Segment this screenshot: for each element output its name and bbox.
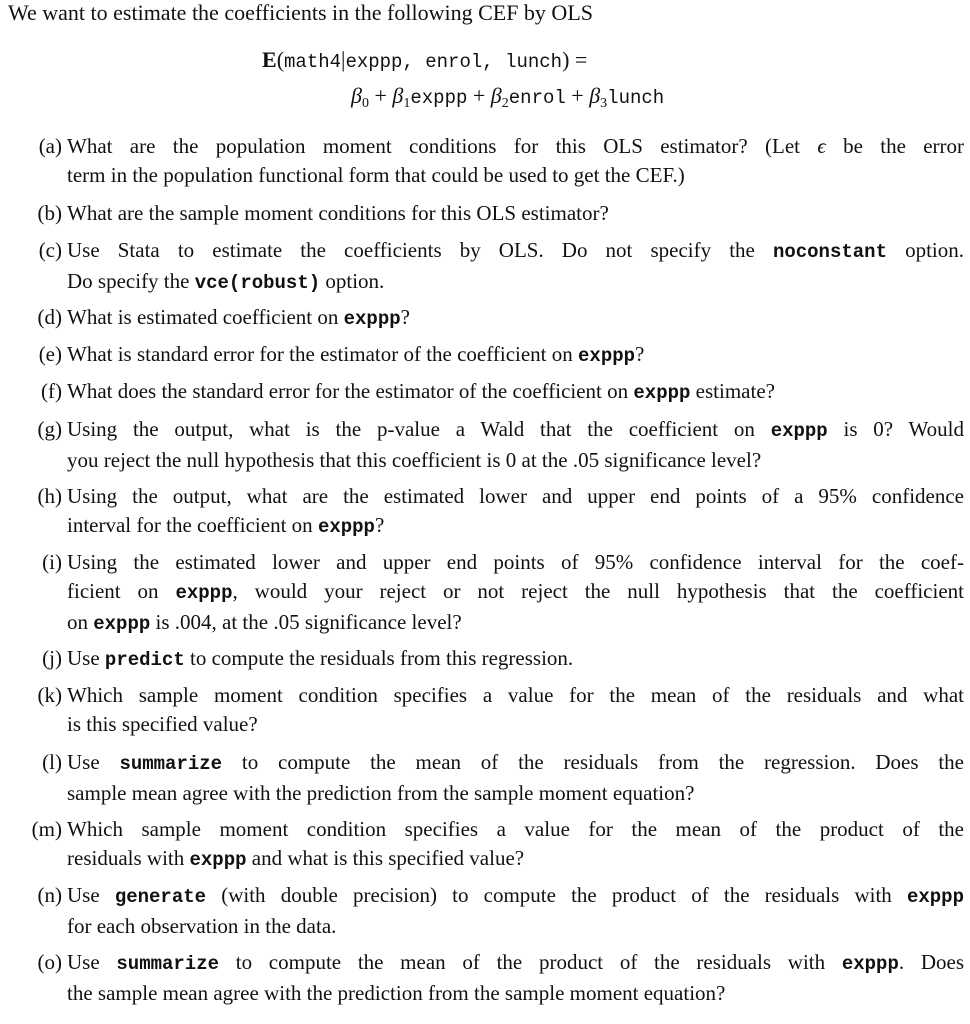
beta-2-subscript: 2 bbox=[501, 96, 509, 111]
question-text: Which sample moment condition specifies a value for the mean of the residuals and what is this specified value? bbox=[67, 683, 964, 736]
code-exppp: exppp bbox=[633, 382, 691, 404]
beta-0: β bbox=[351, 83, 362, 108]
question-label: (b) bbox=[37, 201, 62, 225]
code-exppp: exppp bbox=[841, 953, 899, 975]
code-exppp: exppp bbox=[906, 886, 964, 908]
question-text: Using the output, what is the p-value a Wald that the coefficient on exppp is 0? Would you reject the null hypothesis that this coefficient is 0 at the .05 significance level? bbox=[67, 417, 964, 472]
cef-equation-rhs bbox=[351, 83, 664, 111]
beta-0-subscript: 0 bbox=[361, 96, 369, 111]
question-text: Using the output, what are the estimated lower and upper end points of a 95% confidence interval for the coefficient on exppp? bbox=[67, 484, 964, 538]
code-predict: predict bbox=[104, 649, 185, 671]
conditioning-variables: exppp, enrol, lunch bbox=[345, 51, 563, 73]
question-text: Use Stata to estimate the coefficients by OLS. Do not specify the noconstant option. Do specify the vce(robust) option. bbox=[67, 238, 964, 294]
variable-lunch: lunch bbox=[607, 87, 665, 109]
plus-sign: + bbox=[565, 83, 590, 108]
variable-enrol: enrol bbox=[508, 87, 566, 109]
code-generate: generate bbox=[114, 886, 207, 908]
question-label: (o) bbox=[37, 950, 62, 974]
question-text: What are the population moment conditions for this OLS estimator? (Let ϵ be the error term in the population functional form that could be used to get the CEF.) bbox=[67, 134, 964, 187]
plus-sign: + bbox=[467, 83, 491, 108]
question-label: (g) bbox=[37, 417, 62, 441]
plus-sign: + bbox=[368, 83, 393, 108]
code-summarize: summarize bbox=[119, 753, 223, 775]
intro-text: We want to estimate the coefficients in the following CEF by OLS bbox=[8, 0, 593, 25]
question-text: Use summarize to compute the mean of the residuals from the regression. Does the sample mean agree with the prediction from the sample moment equation? bbox=[67, 750, 964, 805]
conditional-bar: | bbox=[341, 47, 346, 72]
code-exppp: exppp bbox=[770, 420, 828, 442]
question-text: What does the standard error for the estimator of the coefficient on exppp estimate? bbox=[67, 379, 775, 404]
question-label: (n) bbox=[37, 883, 62, 907]
expectation-operator: E bbox=[262, 47, 277, 72]
open-paren: ( bbox=[276, 47, 285, 72]
question-text: What are the sample moment conditions for this OLS estimator? bbox=[67, 201, 609, 225]
code-exppp: exppp bbox=[578, 345, 636, 367]
epsilon-symbol: ϵ bbox=[817, 134, 826, 158]
beta-1: β bbox=[392, 83, 404, 108]
code-exppp: exppp bbox=[189, 849, 247, 871]
question-label: (l) bbox=[42, 750, 62, 774]
question-label: (j) bbox=[42, 646, 62, 670]
code-exppp: exppp bbox=[317, 516, 375, 538]
variable-exppp: exppp bbox=[410, 87, 468, 109]
question-text: What is standard error for the estimator of the coefficient on exppp? bbox=[67, 342, 645, 367]
code-noconstant: noconstant bbox=[772, 241, 887, 263]
code-exppp: exppp bbox=[93, 613, 151, 635]
code-vce-robust: vce(robust) bbox=[194, 272, 321, 294]
question-label: (a) bbox=[38, 134, 62, 158]
beta-2: β bbox=[490, 83, 502, 108]
question-text: Using the estimated lower and upper end points of 95% confidence interval for the coef- ficient on exppp, would your reject or not reject the null hypothesis that the coefficient on exppp is .004, at the .05 significance level? bbox=[67, 550, 964, 635]
question-text: Use predict to compute the residuals from this regression. bbox=[67, 646, 574, 671]
question-text: What is estimated coefficient on exppp? bbox=[67, 305, 410, 330]
code-summarize: summarize bbox=[116, 953, 220, 975]
beta-3-subscript: 3 bbox=[600, 96, 608, 111]
beta-1-subscript: 1 bbox=[403, 96, 411, 111]
question-label: (k) bbox=[37, 683, 62, 707]
question-label: (h) bbox=[37, 484, 62, 508]
question-label: (m) bbox=[31, 817, 62, 841]
question-text: Use generate (with double precision) to compute the product of the residuals with exppp for each observation in the data. bbox=[67, 883, 964, 938]
dependent-variable: math4 bbox=[284, 51, 342, 73]
beta-3: β bbox=[589, 83, 601, 108]
question-label: (c) bbox=[38, 238, 62, 262]
question-label: (i) bbox=[42, 550, 62, 574]
question-label: (d) bbox=[37, 305, 62, 329]
close-paren-equals: ) = bbox=[562, 47, 588, 72]
question-text: Which sample moment condition specifies a value for the mean of the product of the residuals with exppp and what is this specified value? bbox=[67, 817, 964, 871]
code-exppp: exppp bbox=[343, 308, 401, 330]
question-label: (f) bbox=[41, 379, 62, 403]
question-text: Use summarize to compute the mean of the product of the residuals with exppp. Does the sample mean agree with the prediction from the sample moment equation? bbox=[67, 950, 964, 1005]
code-exppp: exppp bbox=[175, 582, 233, 604]
cef-equation-lhs bbox=[262, 47, 587, 75]
question-label: (e) bbox=[38, 342, 62, 366]
